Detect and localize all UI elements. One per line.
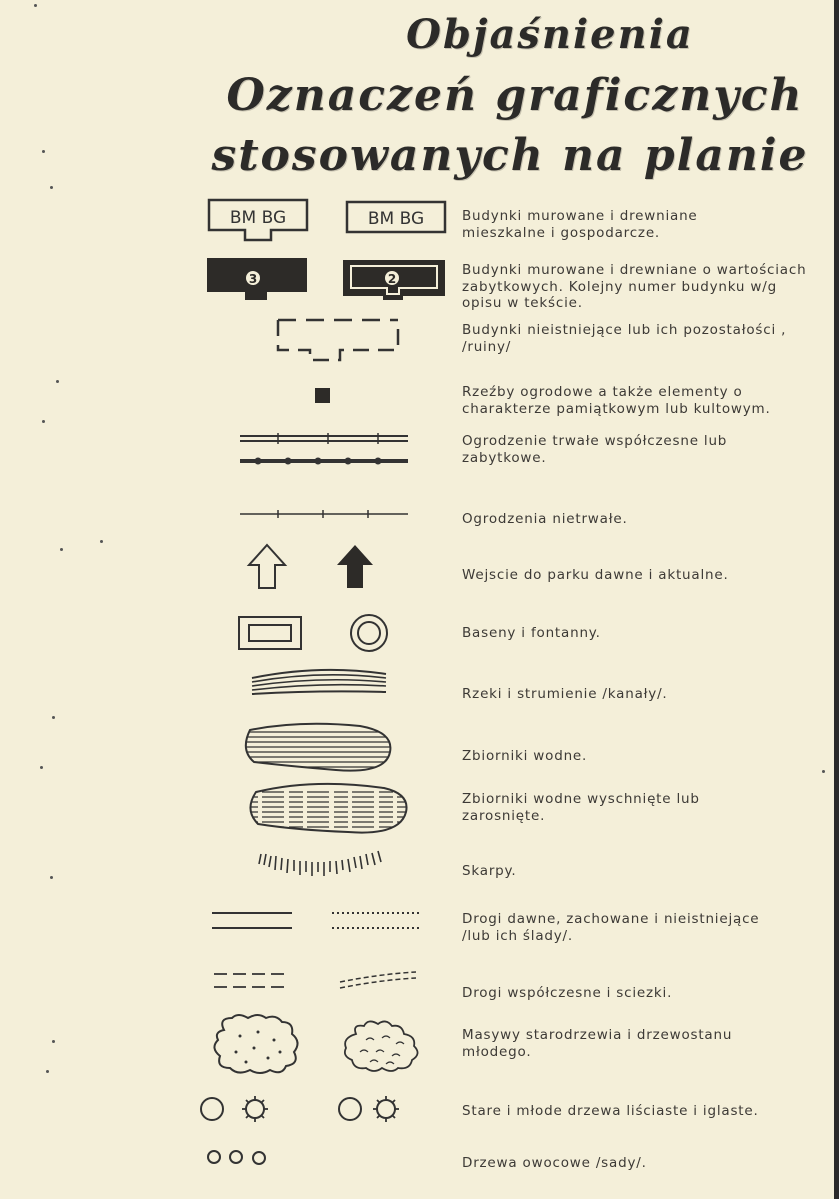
legend-text-entrance: Wejscie do parku dawne i aktualne. bbox=[462, 567, 729, 583]
legend-text-water-tanks: Zbiorniki wodne. bbox=[462, 748, 588, 764]
scan-speck bbox=[822, 770, 825, 773]
legend-text-escarpment: Skarpy. bbox=[462, 863, 517, 879]
title-line-2: Oznaczeń graficznych bbox=[226, 70, 804, 121]
scan-speck bbox=[52, 716, 55, 719]
title-line-1: Objaśnienia bbox=[406, 11, 694, 58]
trees-symbol bbox=[198, 1094, 408, 1128]
rivers-symbol bbox=[250, 664, 392, 702]
legend-text-pools: Baseny i fontanny. bbox=[462, 625, 601, 641]
pools-symbol bbox=[237, 612, 397, 654]
old-roads-symbol bbox=[210, 906, 425, 936]
building-label-brick: BM BG bbox=[229, 208, 287, 228]
escarpment-symbol bbox=[255, 848, 389, 884]
legend-text-rivers: Rzeki i strumienie /kanały/. bbox=[462, 686, 668, 702]
scan-speck bbox=[52, 1040, 55, 1043]
scan-speck bbox=[100, 540, 103, 543]
legend-text-trees: Stare i młode drzewa liściaste i iglaste. bbox=[462, 1103, 759, 1119]
scan-speck bbox=[42, 150, 45, 153]
permanent-fence-symbol bbox=[238, 430, 413, 470]
temporary-fence-symbol bbox=[238, 508, 413, 522]
scan-speck bbox=[60, 548, 63, 551]
scan-speck bbox=[50, 876, 53, 879]
scan-speck bbox=[56, 380, 59, 383]
legend-text-orchard: Drzewa owocowe /sady/. bbox=[462, 1155, 647, 1171]
new-roads-symbol bbox=[210, 966, 425, 996]
historic-number-2: 2 bbox=[387, 272, 397, 286]
legend-text-buildings: Budynki murowane i drewniane mieszkalne i gospodarcze. bbox=[462, 208, 698, 241]
tree-masses-symbol bbox=[210, 1012, 425, 1078]
scan-speck bbox=[50, 186, 53, 189]
building-symbol bbox=[205, 196, 455, 248]
legend-text-new-roads: Drogi współczesne i sciezki. bbox=[462, 985, 673, 1001]
scan-speck bbox=[42, 420, 45, 423]
scan-speck bbox=[40, 766, 43, 769]
entrance-arrows-symbol bbox=[245, 542, 385, 592]
sculpture-square bbox=[315, 388, 330, 403]
dried-tanks-symbol bbox=[244, 778, 412, 838]
historic-number-3: 3 bbox=[248, 272, 258, 286]
legend-text-temporary-fence: Ogrodzenia nietrwałe. bbox=[462, 511, 628, 527]
legend-text-historic-buildings: Budynki murowane i drewniane o wartościach zabytkowych. Kolejny numer budynku w/g opisu w tekście. bbox=[462, 262, 807, 311]
title-line-3: stosowanych na planie bbox=[211, 130, 809, 181]
legend-text-permanent-fence: Ogrodzenie trwałe współczesne lub zabytkowe. bbox=[462, 433, 728, 466]
legend-text-dried-tanks: Zbiorniki wodne wyschnięte lub zarosnięte. bbox=[462, 791, 700, 824]
scan-speck bbox=[46, 1070, 49, 1073]
ruins-symbol bbox=[270, 316, 410, 366]
historic-building-symbol bbox=[205, 256, 455, 302]
legend-text-old-roads: Drogi dawne, zachowane i nieistniejące /lub ich ślady/. bbox=[462, 911, 760, 944]
title-block bbox=[211, 4, 810, 186]
legend-text-sculpture: Rzeźby ogrodowe a także elementy o charakterze pamiątkowym lub kultowym. bbox=[462, 384, 771, 417]
water-tanks-symbol bbox=[240, 720, 400, 776]
building-label-wood: BM BG bbox=[367, 209, 425, 229]
legend-text-ruins: Budynki nieistniejące lub ich pozostałości , /ruiny/ bbox=[462, 322, 787, 355]
scan-speck bbox=[34, 4, 37, 7]
scan-edge bbox=[834, 0, 839, 1199]
orchard-symbol bbox=[204, 1147, 274, 1169]
legend-text-tree-masses: Masywy starodrzewia i drzewostanu młodego. bbox=[462, 1027, 733, 1060]
